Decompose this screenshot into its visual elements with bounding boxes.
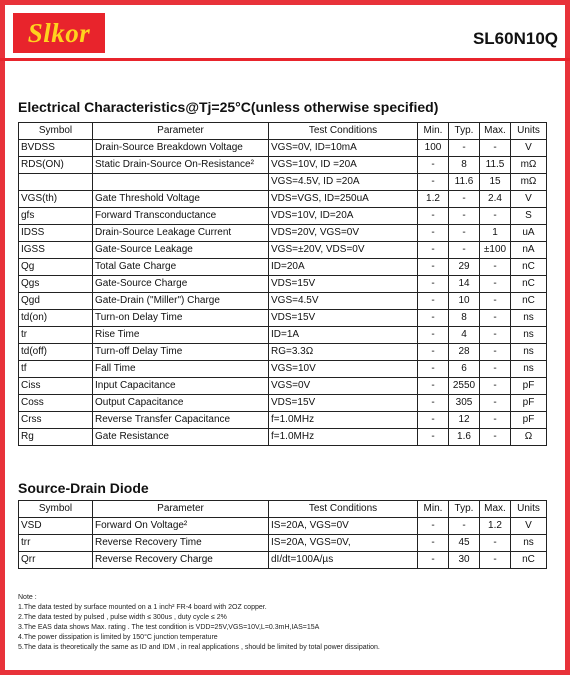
typ-cell: 4 (449, 327, 480, 344)
parameter-cell: Gate-Source Leakage (93, 242, 269, 259)
min-cell: - (418, 344, 449, 361)
max-cell: - (480, 412, 511, 429)
test-conditions-cell: VGS=4.5V, ID =20A (269, 174, 418, 191)
typ-cell: 305 (449, 395, 480, 412)
symbol-cell: Rg (19, 429, 93, 446)
typ-cell: 45 (449, 535, 480, 552)
table-row (19, 259, 547, 276)
parameter-cell: Output Capacitance (93, 395, 269, 412)
test-conditions-cell: VDS=10V, ID=20A (269, 208, 418, 225)
test-conditions-cell: VDS=15V (269, 310, 418, 327)
test-conditions-cell: VGS=0V (269, 378, 418, 395)
max-cell: - (480, 344, 511, 361)
note-3: 3.The EAS data shows Max. rating . The test condition is VDD=25V,VGS=10V,L=0.3mH,IAS=15A (18, 624, 320, 631)
table-row (19, 242, 547, 259)
symbol-cell: Ciss (19, 378, 93, 395)
max-cell: - (480, 552, 511, 569)
min-cell: - (418, 552, 449, 569)
units-cell: S (511, 208, 547, 225)
parameter-cell: Forward On Voltage² (93, 518, 269, 535)
typ-cell: 6 (449, 361, 480, 378)
test-conditions-cell: f=1.0MHz (269, 429, 418, 446)
table-row (19, 191, 547, 208)
units-cell: pF (511, 378, 547, 395)
table-row (19, 174, 547, 191)
max-cell: - (480, 276, 511, 293)
test-conditions-cell: f=1.0MHz (269, 412, 418, 429)
table-row (19, 276, 547, 293)
typ-cell: 10 (449, 293, 480, 310)
symbol-cell: Crss (19, 412, 93, 429)
table-row (19, 208, 547, 225)
table-row (19, 361, 547, 378)
logo-text: Slkor (27, 17, 91, 48)
table-row (19, 552, 547, 569)
max-cell: - (480, 259, 511, 276)
min-cell: 1.2 (418, 191, 449, 208)
symbol-cell: BVDSS (19, 140, 93, 157)
parameter-cell: Total Gate Charge (93, 259, 269, 276)
symbol-cell: Qg (19, 259, 93, 276)
max-cell: ±100 (480, 242, 511, 259)
units-cell: nC (511, 552, 547, 569)
test-conditions-cell: VDS=15V (269, 395, 418, 412)
units-cell: pF (511, 412, 547, 429)
test-conditions-cell: VDS=20V, VGS=0V (269, 225, 418, 242)
max-cell: 1.2 (480, 518, 511, 535)
max-cell: - (480, 429, 511, 446)
table-header-row (19, 123, 547, 140)
min-cell: - (418, 208, 449, 225)
electrical-characteristics-table (18, 122, 547, 446)
test-conditions-cell: VGS=4.5V (269, 293, 418, 310)
header-symbol: Symbol (19, 123, 93, 140)
typ-cell: - (449, 208, 480, 225)
parameter-cell (93, 174, 269, 191)
min-cell: - (418, 395, 449, 412)
typ-cell: 8 (449, 157, 480, 174)
parameter-cell: Gate Threshold Voltage (93, 191, 269, 208)
symbol-cell: tf (19, 361, 93, 378)
test-conditions-cell: IS=20A, VGS=0V (269, 518, 418, 535)
symbol-cell: tr (19, 327, 93, 344)
max-cell: - (480, 293, 511, 310)
test-conditions-cell: ID=1A (269, 327, 418, 344)
parameter-cell: Static Drain-Source On-Resistance² (93, 157, 269, 174)
min-cell: - (418, 242, 449, 259)
table-row (19, 518, 547, 535)
test-conditions-cell: IS=20A, VGS=0V, (269, 535, 418, 552)
units-cell: ns (511, 535, 547, 552)
min-cell: - (418, 412, 449, 429)
parameter-cell: Turn-on Delay Time (93, 310, 269, 327)
header-units: Units (511, 501, 547, 518)
typ-cell: 29 (449, 259, 480, 276)
table-row (19, 310, 547, 327)
header-symbol: Symbol (19, 501, 93, 518)
max-cell: 1 (480, 225, 511, 242)
test-conditions-cell: VGS=0V, ID=10mA (269, 140, 418, 157)
max-cell: - (480, 395, 511, 412)
table-row (19, 344, 547, 361)
max-cell: 2.4 (480, 191, 511, 208)
header-test-conditions: Test Conditions (269, 123, 418, 140)
table-row (19, 535, 547, 552)
table-row (19, 378, 547, 395)
header-typ: Typ. (449, 501, 480, 518)
units-cell: pF (511, 395, 547, 412)
units-cell: mΩ (511, 174, 547, 191)
max-cell: 11.5 (480, 157, 511, 174)
parameter-cell: Turn-off Delay Time (93, 344, 269, 361)
header-max: Max. (480, 123, 511, 140)
table-header-row (19, 501, 547, 518)
symbol-cell: VGS(th) (19, 191, 93, 208)
header-typ: Typ. (449, 123, 480, 140)
typ-cell: - (449, 242, 480, 259)
min-cell: - (418, 535, 449, 552)
symbol-cell: VSD (19, 518, 93, 535)
units-cell: nC (511, 293, 547, 310)
test-conditions-cell: ID=20A (269, 259, 418, 276)
typ-cell: - (449, 518, 480, 535)
header-max: Max. (480, 501, 511, 518)
min-cell: - (418, 276, 449, 293)
typ-cell: 2550 (449, 378, 480, 395)
part-number: SL60N10Q (472, 29, 558, 48)
note-2: 2.The data tested by pulsed , pulse width ≤ 300us , duty cycle ≤ 2% (18, 614, 227, 621)
max-cell: - (480, 361, 511, 378)
min-cell: - (418, 157, 449, 174)
symbol-cell: IDSS (19, 225, 93, 242)
typ-cell: 28 (449, 344, 480, 361)
units-cell: mΩ (511, 157, 547, 174)
test-conditions-cell: VGS=10V, ID =20A (269, 157, 418, 174)
table-row (19, 140, 547, 157)
min-cell: - (418, 361, 449, 378)
typ-cell: 1.6 (449, 429, 480, 446)
typ-cell: 11.6 (449, 174, 480, 191)
symbol-cell: Qrr (19, 552, 93, 569)
test-conditions-cell: VDS=VGS, ID=250uA (269, 191, 418, 208)
parameter-cell: Forward Transconductance (93, 208, 269, 225)
test-conditions-cell: dI/dt=100A/µs (269, 552, 418, 569)
min-cell: - (418, 225, 449, 242)
parameter-cell: Reverse Recovery Charge (93, 552, 269, 569)
parameter-cell: Rise Time (93, 327, 269, 344)
max-cell: - (480, 140, 511, 157)
header-divider (0, 58, 570, 61)
units-cell: nC (511, 259, 547, 276)
test-conditions-cell: VGS=10V (269, 361, 418, 378)
units-cell: nA (511, 242, 547, 259)
units-cell: ns (511, 344, 547, 361)
min-cell: - (418, 310, 449, 327)
header-units: Units (511, 123, 547, 140)
header-test-conditions: Test Conditions (269, 501, 418, 518)
symbol-cell: trr (19, 535, 93, 552)
header-min: Min. (418, 501, 449, 518)
min-cell: 100 (418, 140, 449, 157)
source-drain-diode-title: Source-Drain Diode (18, 480, 149, 496)
min-cell: - (418, 518, 449, 535)
symbol-cell: td(off) (19, 344, 93, 361)
parameter-cell: Gate Resistance (93, 429, 269, 446)
parameter-cell: Gate-Source Charge (93, 276, 269, 293)
units-cell: ns (511, 327, 547, 344)
symbol-cell (19, 174, 93, 191)
typ-cell: 12 (449, 412, 480, 429)
note-5: 5.The data is theoretically the same as ID and IDM , in real applications , should be limited by total power dissipation. (18, 644, 380, 651)
header-min: Min. (418, 123, 449, 140)
typ-cell: 14 (449, 276, 480, 293)
typ-cell: - (449, 191, 480, 208)
max-cell: - (480, 327, 511, 344)
symbol-cell: Qgs (19, 276, 93, 293)
typ-cell: 30 (449, 552, 480, 569)
units-cell: V (511, 518, 547, 535)
test-conditions-cell: VGS=±20V, VDS=0V (269, 242, 418, 259)
note-4: 4.The power dissipation is limited by 150°C junction temperature (18, 634, 218, 641)
symbol-cell: RDS(ON) (19, 157, 93, 174)
max-cell: - (480, 310, 511, 327)
symbol-cell: Coss (19, 395, 93, 412)
symbol-cell: gfs (19, 208, 93, 225)
min-cell: - (418, 429, 449, 446)
units-cell: ns (511, 310, 547, 327)
parameter-cell: Drain-Source Leakage Current (93, 225, 269, 242)
parameter-cell: Reverse Recovery Time (93, 535, 269, 552)
header-parameter: Parameter (93, 123, 269, 140)
units-cell: ns (511, 361, 547, 378)
min-cell: - (418, 293, 449, 310)
table-row (19, 412, 547, 429)
test-conditions-cell: RG=3.3Ω (269, 344, 418, 361)
units-cell: nC (511, 276, 547, 293)
max-cell: 15 (480, 174, 511, 191)
table-row (19, 429, 547, 446)
units-cell: Ω (511, 429, 547, 446)
max-cell: - (480, 378, 511, 395)
min-cell: - (418, 259, 449, 276)
units-cell: uA (511, 225, 547, 242)
electrical-characteristics-title: Electrical Characteristics@Tj=25°C(unless otherwise specified) (18, 99, 439, 115)
test-conditions-cell: VDS=15V (269, 276, 418, 293)
table-row (19, 293, 547, 310)
note-1: 1.The data tested by surface mounted on a 1 inch² FR-4 board with 2OZ copper. (18, 604, 267, 611)
parameter-cell: Gate-Drain ("Miller") Charge (93, 293, 269, 310)
parameter-cell: Fall Time (93, 361, 269, 378)
min-cell: - (418, 378, 449, 395)
max-cell: - (480, 208, 511, 225)
header-parameter: Parameter (93, 501, 269, 518)
parameter-cell: Drain-Source Breakdown Voltage (93, 140, 269, 157)
table-row (19, 225, 547, 242)
typ-cell: - (449, 225, 480, 242)
table-row (19, 395, 547, 412)
min-cell: - (418, 327, 449, 344)
brand-logo (13, 13, 105, 53)
typ-cell: 8 (449, 310, 480, 327)
notes-title: Note : (18, 594, 37, 601)
source-drain-diode-table (18, 500, 547, 569)
table-row (19, 157, 547, 174)
parameter-cell: Reverse Transfer Capacitance (93, 412, 269, 429)
symbol-cell: td(on) (19, 310, 93, 327)
min-cell: - (418, 174, 449, 191)
symbol-cell: IGSS (19, 242, 93, 259)
units-cell: V (511, 191, 547, 208)
table-row (19, 327, 547, 344)
max-cell: - (480, 535, 511, 552)
symbol-cell: Qgd (19, 293, 93, 310)
typ-cell: - (449, 140, 480, 157)
parameter-cell: Input Capacitance (93, 378, 269, 395)
units-cell: V (511, 140, 547, 157)
notes (18, 593, 380, 653)
